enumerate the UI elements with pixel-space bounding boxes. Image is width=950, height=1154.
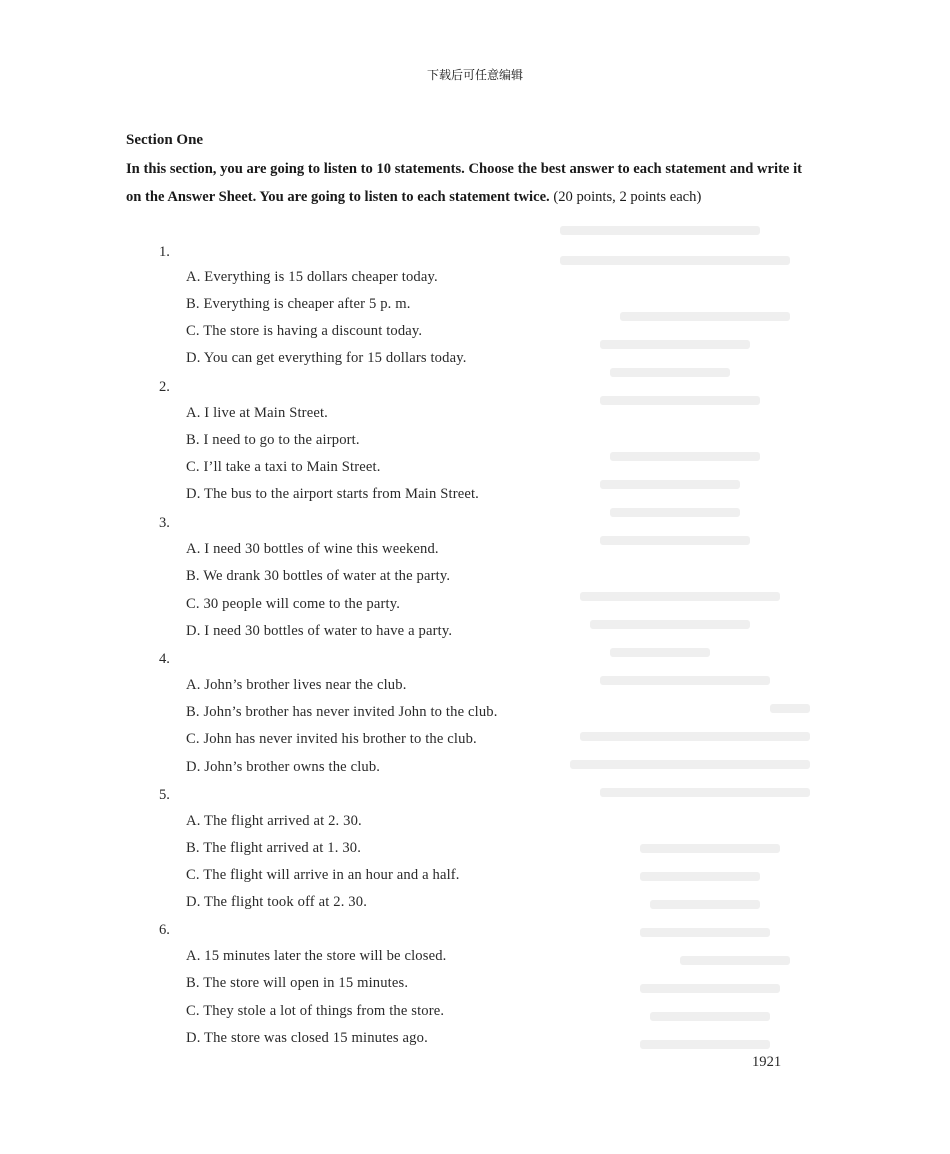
page-number: 1921 <box>752 1054 782 1070</box>
section-instructions <box>126 156 802 211</box>
answer-option: A. 15 minutes later the store will be closed. <box>186 948 447 964</box>
question-number: 3. <box>159 515 170 531</box>
answer-option: B. I need to go to the airport. <box>186 432 360 448</box>
answer-option: B. We drank 30 bottles of water at the party. <box>186 568 451 584</box>
answer-option: B. John’s brother has never invited John to the club. <box>186 704 498 720</box>
answer-option: C. 30 people will come to the party. <box>186 596 400 612</box>
question-number: 1. <box>159 244 170 260</box>
answer-option: C. I’ll take a taxi to Main Street. <box>186 459 381 475</box>
page-header: 下载后可任意编辑 <box>426 68 523 82</box>
answer-option: C. John has never invited his brother to the club. <box>186 731 477 747</box>
question-number: 2. <box>159 379 170 395</box>
answer-option: A. The flight arrived at 2. 30. <box>186 813 362 829</box>
instructions-points: (20 points, 2 points each) <box>553 188 702 205</box>
answer-option: B. The store will open in 15 minutes. <box>186 975 409 991</box>
answer-option: B. The flight arrived at 1. 30. <box>186 840 362 856</box>
section-title: Section One <box>126 132 204 148</box>
answer-option: D. John’s brother owns the club. <box>186 759 381 775</box>
question-number: 5. <box>159 787 170 803</box>
answer-option: C. They stole a lot of things from the store. <box>186 1003 445 1019</box>
answer-option: A. Everything is 15 dollars cheaper today. <box>186 269 438 285</box>
instructions-text: In this section, you are going to listen to 10 statements. Choose the best answer to each statement and write it on the Answer Sheet. You are going to listen to each statement twice. <box>126 161 802 205</box>
answer-option: D. The flight took off at 2. 30. <box>186 894 367 910</box>
answer-option: C. The flight will arrive in an hour and a half. <box>186 867 460 883</box>
answer-option: A. John’s brother lives near the club. <box>186 677 407 693</box>
answer-option: D. I need 30 bottles of water to have a party. <box>186 623 453 639</box>
answer-option: A. I live at Main Street. <box>186 405 328 421</box>
question-number: 4. <box>159 651 170 667</box>
answer-option: A. I need 30 bottles of wine this weekend. <box>186 541 439 557</box>
answer-option: D. You can get everything for 15 dollars today. <box>186 350 467 366</box>
answer-option: D. The store was closed 15 minutes ago. <box>186 1030 428 1046</box>
question-number: 6. <box>159 922 170 938</box>
answer-option: C. The store is having a discount today. <box>186 323 423 339</box>
answer-option: D. The bus to the airport starts from Main Street. <box>186 486 479 502</box>
answer-option: B. Everything is cheaper after 5 p. m. <box>186 296 411 312</box>
